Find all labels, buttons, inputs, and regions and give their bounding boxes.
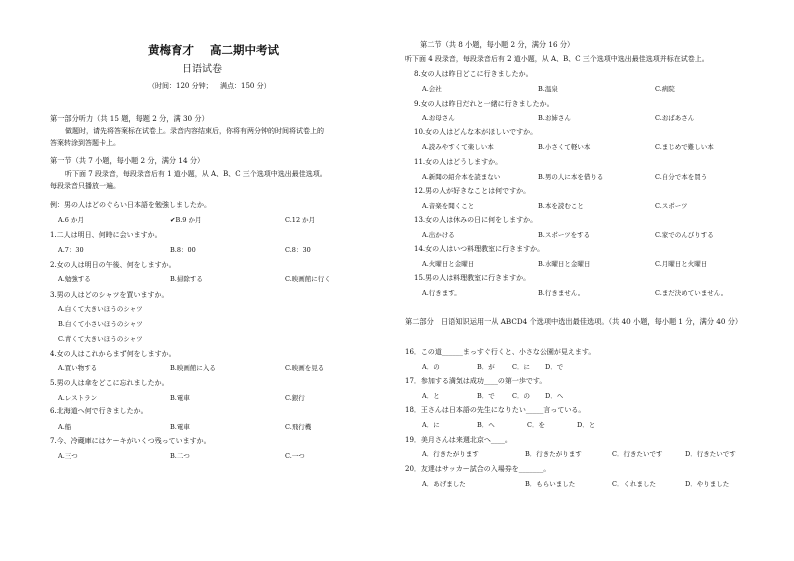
section2-intro: 听下面 4 段录音，每段录音后有 2 道小题，从 A、B、C 三个选项中选出最佳选项并标在试卷上。 bbox=[405, 55, 709, 63]
q4-option-c: C.映画を見る bbox=[285, 364, 325, 372]
question-14: 14.女の人はいつ料理教室に行きますか。 bbox=[414, 245, 545, 253]
q1-option-c: C.8：30 bbox=[285, 246, 311, 254]
q12-option-b: B.本を読むこと bbox=[538, 202, 584, 210]
q11-option-a: A.新聞の紹介本を読まない bbox=[422, 173, 501, 181]
exam-title: 高二期中考试 bbox=[210, 43, 279, 57]
q8-option-c: C.病院 bbox=[655, 85, 675, 93]
question-19: 19．美月さんは来週北京へ____。 bbox=[405, 436, 512, 444]
school-name: 黄梅育才 bbox=[148, 43, 194, 57]
example-option-b: ✔B.9 か月 bbox=[170, 216, 202, 224]
q2-option-c: C.映画館に行く bbox=[285, 275, 331, 283]
q7-option-a: A.三つ bbox=[58, 452, 78, 460]
q18-option-c: C．を bbox=[527, 421, 545, 429]
section1-intro-line1: 听下面 7 段录音，每段录音后有 1 道小题，从 A、B、C 三个选项中选出最佳选项。 bbox=[65, 170, 327, 178]
q10-option-a: A.読みやすくて楽しい本 bbox=[422, 143, 494, 151]
q13-option-a: A.出かける bbox=[422, 231, 455, 239]
q8-option-b: B.温泉 bbox=[538, 85, 558, 93]
q20-option-a: A．あげました bbox=[422, 480, 466, 488]
question-9: 9.女の人は昨日だれと一緒に行きましたか。 bbox=[414, 100, 554, 108]
example-question: 例：男の人はどのぐらい日本語を勉強しましたか。 bbox=[50, 201, 211, 209]
q19-option-d: D．行きたいです bbox=[685, 450, 736, 458]
q16-option-a: A．の bbox=[422, 363, 440, 371]
q12-option-a: A.音楽を聞くこと bbox=[422, 202, 475, 210]
question-15: 15.男の人は料理教室に行きますか。 bbox=[414, 274, 531, 282]
q10-option-c: C.まじめで難しい本 bbox=[655, 143, 714, 151]
q3-option-c: C.青くて大きいほうのシャツ bbox=[58, 335, 143, 343]
subject-title: 日语试卷 bbox=[182, 64, 222, 75]
exam-score: 满点：150 分） bbox=[220, 82, 271, 90]
q12-option-c: C.スポーツ bbox=[655, 202, 688, 210]
q9-option-c: C.おばあさん bbox=[655, 114, 695, 122]
question-13: 13.女の人は休みの日に何をしますか。 bbox=[414, 216, 538, 224]
question-17: 17．参加する満気は成功____の第一歩です。 bbox=[405, 377, 547, 385]
q5-option-b: B.電車 bbox=[170, 394, 190, 402]
section2-heading: 第二节（共 8 小题，每小题 2 分，满分 16 分） bbox=[420, 40, 575, 49]
question-8: 8.女の人は昨日どこに行きましたか。 bbox=[414, 70, 533, 78]
q5-option-a: A.レストラン bbox=[58, 394, 98, 402]
q19-option-b: B．行きたがります bbox=[525, 450, 582, 458]
q6-option-c: C.飛行機 bbox=[285, 423, 312, 431]
q16-option-d: D．で bbox=[545, 363, 564, 371]
question-18: 18．王さんは日本語の先生になりたい_____言っている。 bbox=[405, 406, 586, 414]
q16-option-c: C．に bbox=[512, 363, 530, 371]
q10-option-b: B.小さくて軽い本 bbox=[538, 143, 591, 151]
q6-option-b: B.電車 bbox=[170, 423, 190, 431]
q16-option-b: B．が bbox=[477, 363, 495, 371]
q15-option-a: A.行きます。 bbox=[422, 289, 461, 297]
q18-option-d: D．と bbox=[577, 421, 596, 429]
q13-option-b: B.スポーツをする bbox=[538, 231, 591, 239]
part1-intro-line2: 答案转涂到答题卡上。 bbox=[50, 139, 120, 147]
q17-option-c: C．の bbox=[512, 392, 530, 400]
q2-option-b: B.掃除する bbox=[170, 275, 203, 283]
question-1: 1.二人は明日、何時に会いますか。 bbox=[50, 231, 162, 239]
question-5: 5.男の人は傘をどこに忘れましたか。 bbox=[50, 379, 169, 387]
q18-option-a: A．に bbox=[422, 421, 440, 429]
q15-option-c: C.まだ決めていません。 bbox=[655, 289, 728, 297]
question-3: 3.男の人はどのシャツを買いますか。 bbox=[50, 291, 169, 299]
q2-option-a: A.勉強する bbox=[58, 275, 91, 283]
q11-option-b: B.男の人に本を借りる bbox=[538, 173, 604, 181]
q20-option-b: B．もらいました bbox=[525, 480, 576, 488]
example-option-c: C.12 か月 bbox=[285, 216, 316, 224]
q14-option-b: B.水曜日と金曜日 bbox=[538, 260, 591, 268]
q13-option-c: C.家でのんびりする bbox=[655, 231, 714, 239]
section1-intro-line2: 每段录音只播放一遍。 bbox=[50, 182, 120, 190]
q15-option-b: B.行きません。 bbox=[538, 289, 585, 297]
question-20: 20．友達はサッカー試合の入場券を_______。 bbox=[405, 465, 551, 473]
exam-time: （时间：120 分钟； bbox=[148, 82, 213, 90]
q6-option-a: A.船 bbox=[58, 423, 72, 431]
section1-heading: 第一节（共 7 小题，每小题 2 分，满分 14 分） bbox=[50, 156, 205, 165]
q14-option-c: C.月曜日と火曜日 bbox=[655, 260, 708, 268]
question-10: 10.女の人はどんな本がほしいですか。 bbox=[414, 128, 538, 136]
q11-option-c: C.自分で本を買う bbox=[655, 173, 708, 181]
q20-option-d: D．やりました bbox=[685, 480, 730, 488]
q3-option-a: A.白くて大きいほうのシャツ bbox=[58, 305, 143, 313]
example-option-a: A.6 か月 bbox=[58, 216, 84, 224]
question-11: 11.女の人はどうしますか。 bbox=[414, 158, 503, 166]
q1-option-a: A.7：30 bbox=[58, 246, 84, 254]
q9-option-b: B.お姉さん bbox=[538, 114, 571, 122]
question-4: 4.女の人はこれからまず何をしますか。 bbox=[50, 350, 176, 358]
question-16: 16．この道______まっすぐ行くと、小さな公園が見えます。 bbox=[405, 348, 596, 356]
q18-option-b: B．へ bbox=[477, 421, 495, 429]
part2-heading: 第二部分 日语知识运用一从 ABCD4 个选项中选出最佳选项。（共 40 小题，每小题 1 分，满分 40 分） bbox=[405, 317, 743, 326]
q8-option-a: A.会社 bbox=[422, 85, 442, 93]
q7-option-b: B.二つ bbox=[170, 452, 190, 460]
q19-option-a: A．行きたがります bbox=[422, 450, 479, 458]
q7-option-c: C.一つ bbox=[285, 452, 305, 460]
q5-option-c: C.銀行 bbox=[285, 394, 305, 402]
question-6: 6.北海道へ何で行きましたか。 bbox=[50, 407, 148, 415]
part1-intro-line1: 做题时，请先将答案标在试卷上。录音内容结束后，你将有两分钟的时间将试卷上的 bbox=[65, 127, 324, 135]
q20-option-c: C．くれました bbox=[612, 480, 656, 488]
q17-option-a: A．と bbox=[422, 392, 440, 400]
question-7: 7.今、冷蔵庫にはケーキがいくつ残っていますか。 bbox=[50, 437, 211, 445]
q4-option-b: B.映画館に入る bbox=[170, 364, 216, 372]
question-2: 2.女の人は明日の午後、何をしますか。 bbox=[50, 261, 176, 269]
q14-option-a: A.火曜日と金曜日 bbox=[422, 260, 475, 268]
question-12: 12.男の人が好きなことは何ですか。 bbox=[414, 187, 531, 195]
q17-option-d: D．へ bbox=[545, 392, 564, 400]
q3-option-b: B.白くて小さいほうのシャツ bbox=[58, 320, 143, 328]
q1-option-b: B.8：00 bbox=[170, 246, 196, 254]
part1-heading: 第一部分听力（共 15 题，每题 2 分，满 30 分） bbox=[50, 114, 209, 123]
q9-option-a: A.お母さん bbox=[422, 114, 455, 122]
q17-option-b: B．で bbox=[477, 392, 495, 400]
q19-option-c: C．行きたいです bbox=[612, 450, 663, 458]
q4-option-a: A.買い物する bbox=[58, 364, 98, 372]
